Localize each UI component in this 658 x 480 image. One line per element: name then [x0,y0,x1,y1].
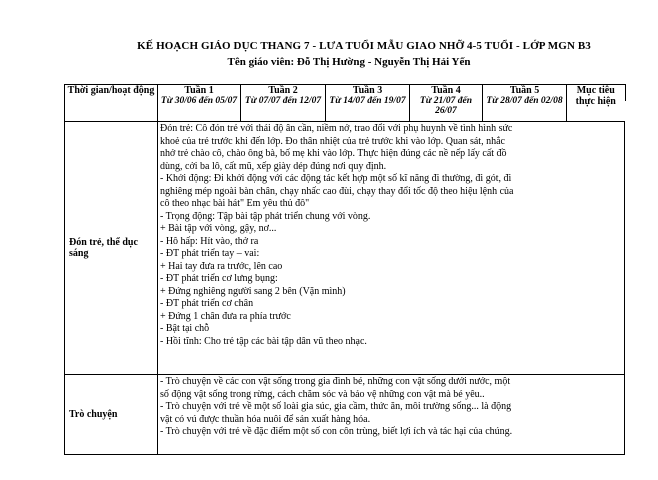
content-line: - Trọng động: Tập bài tập phát triển chung với vòng. [160,210,371,222]
border-line [625,84,626,101]
week-name: Tuần 1 [184,85,214,96]
content-line: - Hồi tĩnh: Cho trẻ tập các bài tập dân vũ theo nhạc. [160,335,367,347]
content-line: - Trò chuyện với trẻ về đặc điểm một số con côn trùng, biết lợi ích và tác hại của chúng. [160,426,513,437]
content-line: - Trò chuyện với trẻ về một số loài gia súc, gia cầm, thức ăn, môi trường sống... là động [160,401,512,412]
week-header [241,85,326,122]
week-name: Tuần 3 [352,85,383,96]
week-header [326,85,410,122]
week-range: Từ 28/07 đến 02/08 [486,96,563,106]
corner-header: Thời gian/hoạt động [65,85,158,122]
content-line: - Khởi động: Đi khởi động với các động tác kết hợp một số kĩ năng đi thường, đi gót, đi [160,173,512,184]
content-line: nghiêng mép ngoài bàn chân, chạy nhấc cao đùi, chạy thay đổi tốc độ theo hiệu lệnh của [160,185,514,197]
content-line: - Bật tại chỗ [160,323,210,334]
content-line: - Hô hấp: Hít vào, thở ra [160,235,259,247]
content-line: - Trò chuyện về các con vật sống trong gia đình bé, những con vật sống dưới nước, một [160,376,511,387]
plan-table [64,84,625,455]
goal-header: Mục tiêu thực hiện [567,85,625,122]
content-line: + Đứng nghiêng người sang 2 bên (Vặn mình) [160,285,346,297]
content-line: khoẻ của trẻ trước khi đến lớp. Đo thân nhiệt của trẻ trước khi vào lớp. Quan sát, nhắc [160,135,505,147]
week-header [483,85,567,122]
row-content [158,375,625,455]
header-row [65,85,625,122]
week-header [158,85,241,122]
content-line: vật có vú được thuần hóa nuôi để sản xuất hàng hóa. [160,413,371,425]
content-line: - ĐT phát triển cơ lưng bụng: [160,273,278,284]
content-line: số động vật sống trong rừng, cách chăm sóc và bảo vệ những con vật mà bé yêu.. [160,388,485,400]
content-line: + Bài tập với vòng, gậy, nơ... [160,223,277,234]
week-range: Từ 21/07 đến 26/07 [419,96,473,116]
week-name: Tuần 4 [431,85,461,96]
content-line: nhở trẻ chào cô, chào ông bà, bố mẹ khi vào lớp. Thực hiện đúng các nề nếp lấy cất đồ [160,148,507,159]
content-line: - ĐT phát triển cơ chân [160,298,254,309]
content-line: dùng, cởi ba lô, cất mũ, xếp giày dép đúng nơi quy định. [160,160,387,172]
week-range: Từ 30/06 đến 05/07 [160,96,238,106]
teachers-line: Tên giáo viên: Đỗ Thị Hường - Nguyễn Thị Hải Yến [227,56,471,68]
week-name: Tuần 5 [509,85,540,96]
table-row [65,375,625,455]
week-header [410,85,483,122]
table-row [65,122,625,375]
content-line: cô theo nhạc bài hát" Em yêu thủ đô" [160,198,310,209]
week-range: Từ 14/07 đến 19/07 [329,96,406,106]
content-line: + Hai tay đưa ra trước, lên cao [160,260,283,272]
document-title: KẾ HOẠCH GIÁO DỤC THANG 7 - LƯA TUỔI MẪU GIAO NHỠ 4-5 TUỔI - LỚP MGN B3 [137,40,591,52]
row-label: Đón trẻ, thể dục sáng [65,122,158,375]
row-content [158,122,625,375]
content-line: + Đứng 1 chân đưa ra phía trước [160,310,291,322]
row-label: Trò chuyện [65,375,158,455]
content-line: Đón trẻ: Cô đón trẻ với thái độ ân cần, niềm nở, trao đổi với phụ huynh về tình hình sức [160,123,513,134]
content-line: - ĐT phát triển tay – vai: [160,248,260,259]
week-name: Tuần 2 [268,85,298,96]
week-range: Từ 07/07 đến 12/07 [244,96,322,106]
